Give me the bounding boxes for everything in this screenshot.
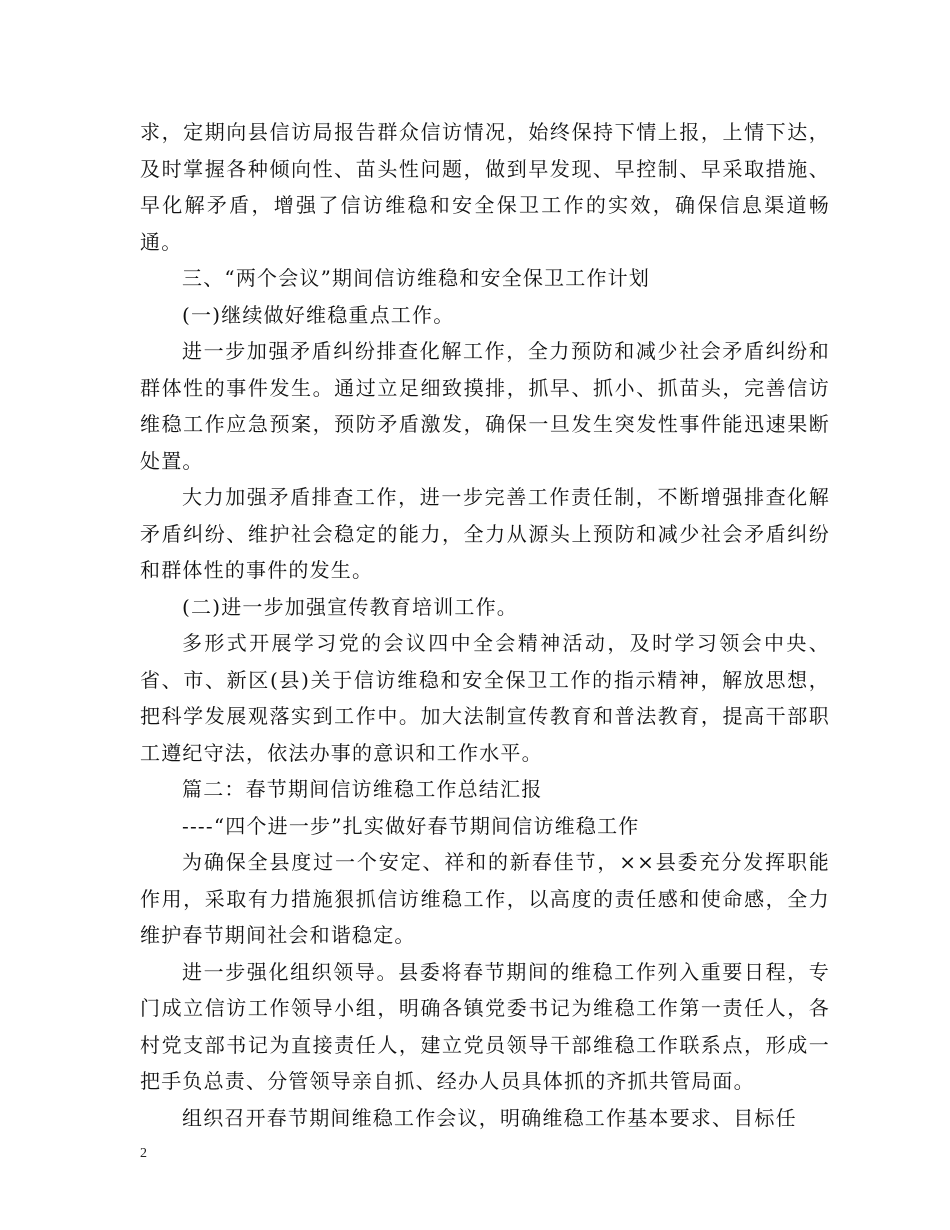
paragraph: 组织召开春节期间维稳工作会议，明确维稳工作基本要求、目标任: [182, 1105, 797, 1130]
paragraph: 进一步加强矛盾纠纷排查化解工作，全力预防和减少社会矛盾纠纷和群体性的事件发生。通过立足细致摸排，抓早、抓小、抓苗头，完善信访维稳工作应急预案，预防矛盾激发，确保一旦发生突发性事件能迅速果断处置。: [140, 339, 830, 473]
article-subtitle: ----“四个进一步”扎实做好春节期间信访维稳工作: [182, 813, 640, 838]
subsection-heading: (一)继续做好维稳重点工作。: [182, 302, 455, 327]
document-body: [140, 114, 830, 1136]
paragraph: 多形式开展学习党的会议四中全会精神活动，及时学习领会中央、省、市、新区(县)关于信访维稳和安全保卫工作的指示精神，解放思想，把科学发展观落实到工作中。加大法制宣传教育和普法教育，提高干部职工遵纪守法，依法办事的意识和工作水平。: [140, 631, 830, 765]
paragraph: 为确保全县度过一个安定、祥和的新春佳节，××县委充分发挥职能作用，采取有力措施狠抓信访维稳工作，以高度的责任感和使命感，全力维护春节期间社会和谐稳定。: [140, 850, 830, 947]
paragraph: 进一步强化组织领导。县委将春节期间的维稳工作列入重要日程，专门成立信访工作领导小组，明确各镇党委书记为维稳工作第一责任人，各村党支部书记为直接责任人，建立党员领导干部维稳工作联系点，形成一把手负总责、分管领导亲自抓、经办人员具体抓的齐抓共管局面。: [140, 959, 830, 1093]
paragraph: 求，定期向县信访局报告群众信访情况，始终保持下情上报，上情下达，及时掌握各种倾向性、苗头性问题，做到早发现、早控制、早采取措施、早化解矛盾，增强了信访维稳和安全保卫工作的实效，确保信息渠道畅通。: [140, 120, 830, 254]
subsection-heading: (二)进一步加强宣传教育培训工作。: [182, 594, 519, 619]
article-title: 篇二：春节期间信访维稳工作总结汇报: [182, 777, 543, 801]
paragraph: 大力加强矛盾排查工作，进一步完善工作责任制，不断增强排查化解矛盾纠纷、维护社会稳定的能力，全力从源头上预防和减少社会矛盾纠纷和群体性的事件的发生。: [140, 485, 830, 582]
section-heading: 三、“两个会议”期间信访维稳和安全保卫工作计划: [182, 266, 651, 290]
page-number: 2: [140, 1146, 147, 1161]
